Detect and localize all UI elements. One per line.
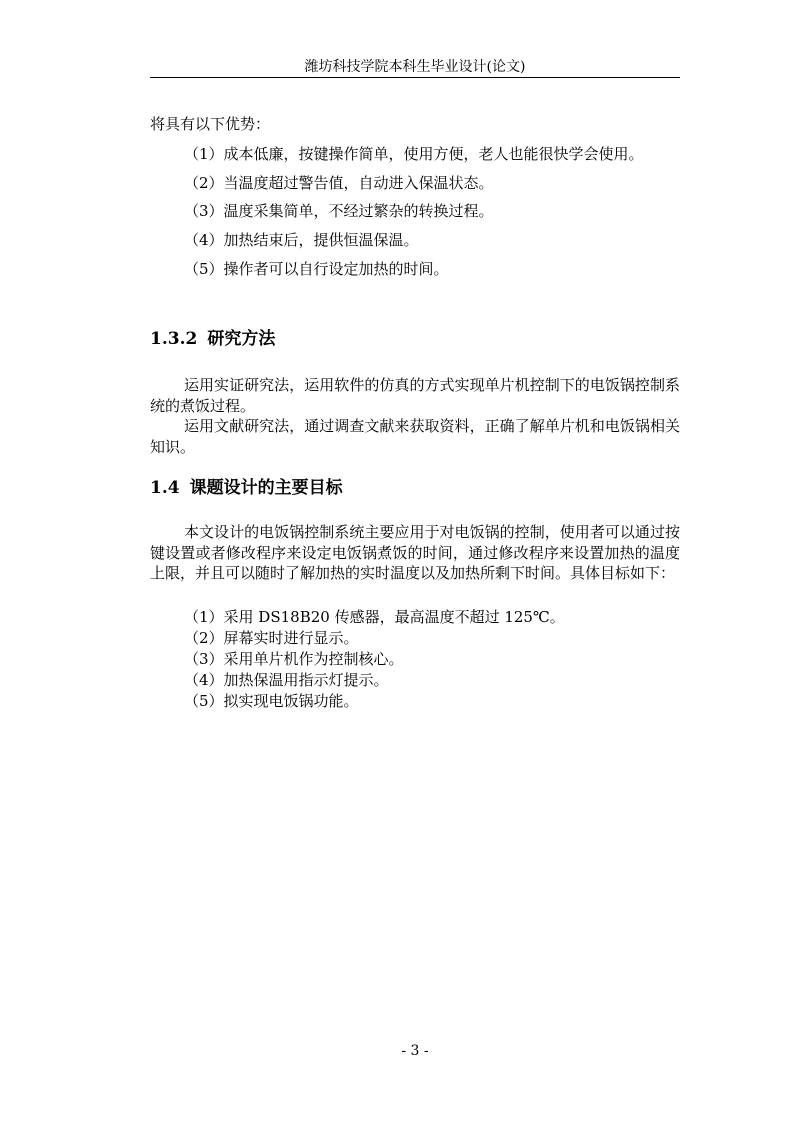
page-number: - 3 - [401,1043,429,1059]
objective-item: （1）采用 DS18B20 传感器，最高温度不超过 125℃。 [184,608,565,626]
page-header: 潍坊科技学院本科生毕业设计(论文) [304,59,526,75]
objective-item: （3）采用单片机作为控制核心。 [184,650,404,668]
objective-item: （2）屏幕实时进行显示。 [184,629,359,647]
advantage-item: （3）温度采集简单，不经过繁杂的转换过程。 [184,202,494,220]
advantage-item: （5）操作者可以自行设定加热的时间。 [184,260,449,278]
research-method-paragraph: 运用实证研究法，运用软件的仿真的方式实现单片机控制下的电饭锅控制系统的煮饭过程。 [150,376,680,415]
section-heading-1-3-2 [150,328,275,350]
section-number: 1.4 [150,478,180,498]
advantages-intro: 将具有以下优势： [150,115,271,133]
section-number: 1.3.2 [150,329,198,349]
section-title: 研究方法 [207,329,276,349]
objectives-paragraph: 本文设计的电饭锅控制系统主要应用于对电饭锅的控制，使用者可以通过按键设置或者修改程序来设定电饭锅煮饭的时间，通过修改程序来设置加热的温度上限，并且可以随时了解加热的实时温度以及加热所剩下时间。具体目标如下： [150,523,680,582]
section-title: 课题设计的主要目标 [189,478,343,498]
advantage-item: （4）加热结束后，提供恒温保温。 [184,231,419,249]
objective-item: （4）加热保温用指示灯提示。 [184,671,389,689]
research-method-paragraph: 运用文献研究法，通过调查文献来获取资料，正确了解单片机和电饭锅相关知识。 [150,417,680,456]
header-rule [150,77,680,78]
section-heading-1-4 [150,477,343,499]
advantage-item: （1）成本低廉，按键操作简单，使用方便，老人也能很快学会使用。 [184,145,644,163]
objective-item: （5）拟实现电饭锅功能。 [184,692,359,710]
advantage-item: （2）当温度超过警告值，自动进入保温状态。 [184,174,494,192]
